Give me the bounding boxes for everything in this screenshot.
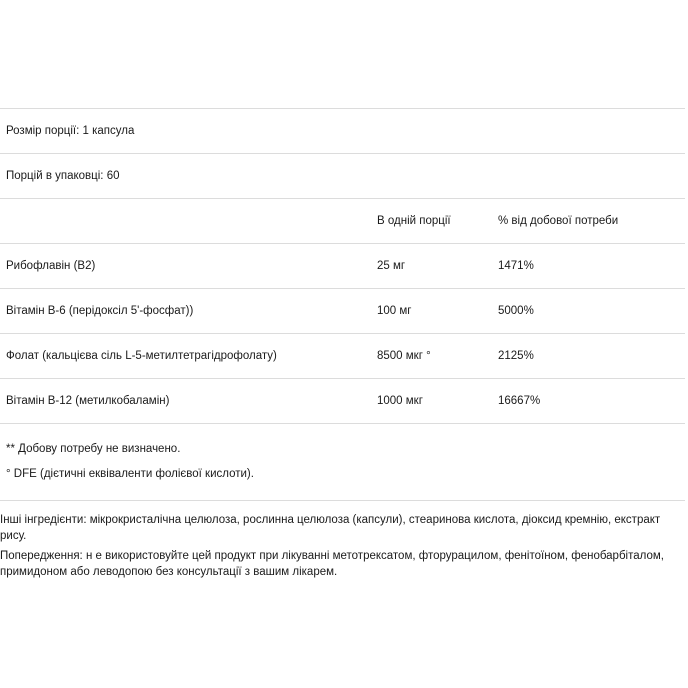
divider (0, 243, 685, 244)
divider (0, 108, 685, 109)
divider (0, 500, 685, 501)
serving-size: Розмір порції: 1 капсула (6, 125, 135, 137)
footnote-dv-not-established: ** Добову потребу не визначено. (6, 443, 181, 455)
nutrient-amount: 25 мг (377, 260, 406, 272)
nutrient-amount: 1000 мкг (377, 395, 423, 407)
nutrient-dv: 2125% (498, 350, 534, 362)
divider (0, 423, 685, 424)
table-row (0, 303, 688, 319)
servings-per-container: Порцій в упаковці: 60 (6, 170, 120, 182)
nutrient-name: Вітамін B-6 (перідоксіл 5'-фосфат)) (6, 305, 194, 317)
table-header-row (0, 213, 688, 229)
nutrient-name: Рибофлавін (B2) (6, 260, 96, 272)
other-ingredients: Інші інгредієнти: мікрокристалічна целюлоза, рослинна целюлоза (капсули), стеаринова кислота, діоксид кремнію, екстракт рису. (0, 514, 661, 542)
table-row (0, 393, 688, 409)
nutrient-amount: 100 мг (377, 305, 412, 317)
warning-text: Попередження: н е використовуйте цей продукт при лікуванні метотрексатом, фторурацилом, фенітоїном, фенобарбіталом, примидоном або леводопою без консультації з вашим лікарем. (0, 550, 664, 578)
nutrient-dv: 16667% (498, 395, 541, 407)
divider (0, 288, 685, 289)
divider (0, 378, 685, 379)
nutrient-name: Фолат (кальцієва сіль L-5-метилтетрагідрофолату) (6, 350, 277, 362)
nutrient-amount: 8500 мкг ° (377, 350, 431, 362)
nutrient-dv: 1471% (498, 260, 534, 272)
nutrient-name: Вітамін B-12 (метилкобаламін) (6, 395, 170, 407)
divider (0, 333, 685, 334)
table-row (0, 258, 688, 274)
divider (0, 153, 685, 154)
divider (0, 198, 685, 199)
footnote-dfe: ° DFE (дієтичні еквіваленти фолієвої кислоти). (6, 468, 254, 480)
header-per-serving: В одній порції (377, 215, 451, 227)
table-row (0, 348, 688, 364)
header-daily-value: % від добової потреби (498, 215, 619, 227)
nutrient-dv: 5000% (498, 305, 534, 317)
